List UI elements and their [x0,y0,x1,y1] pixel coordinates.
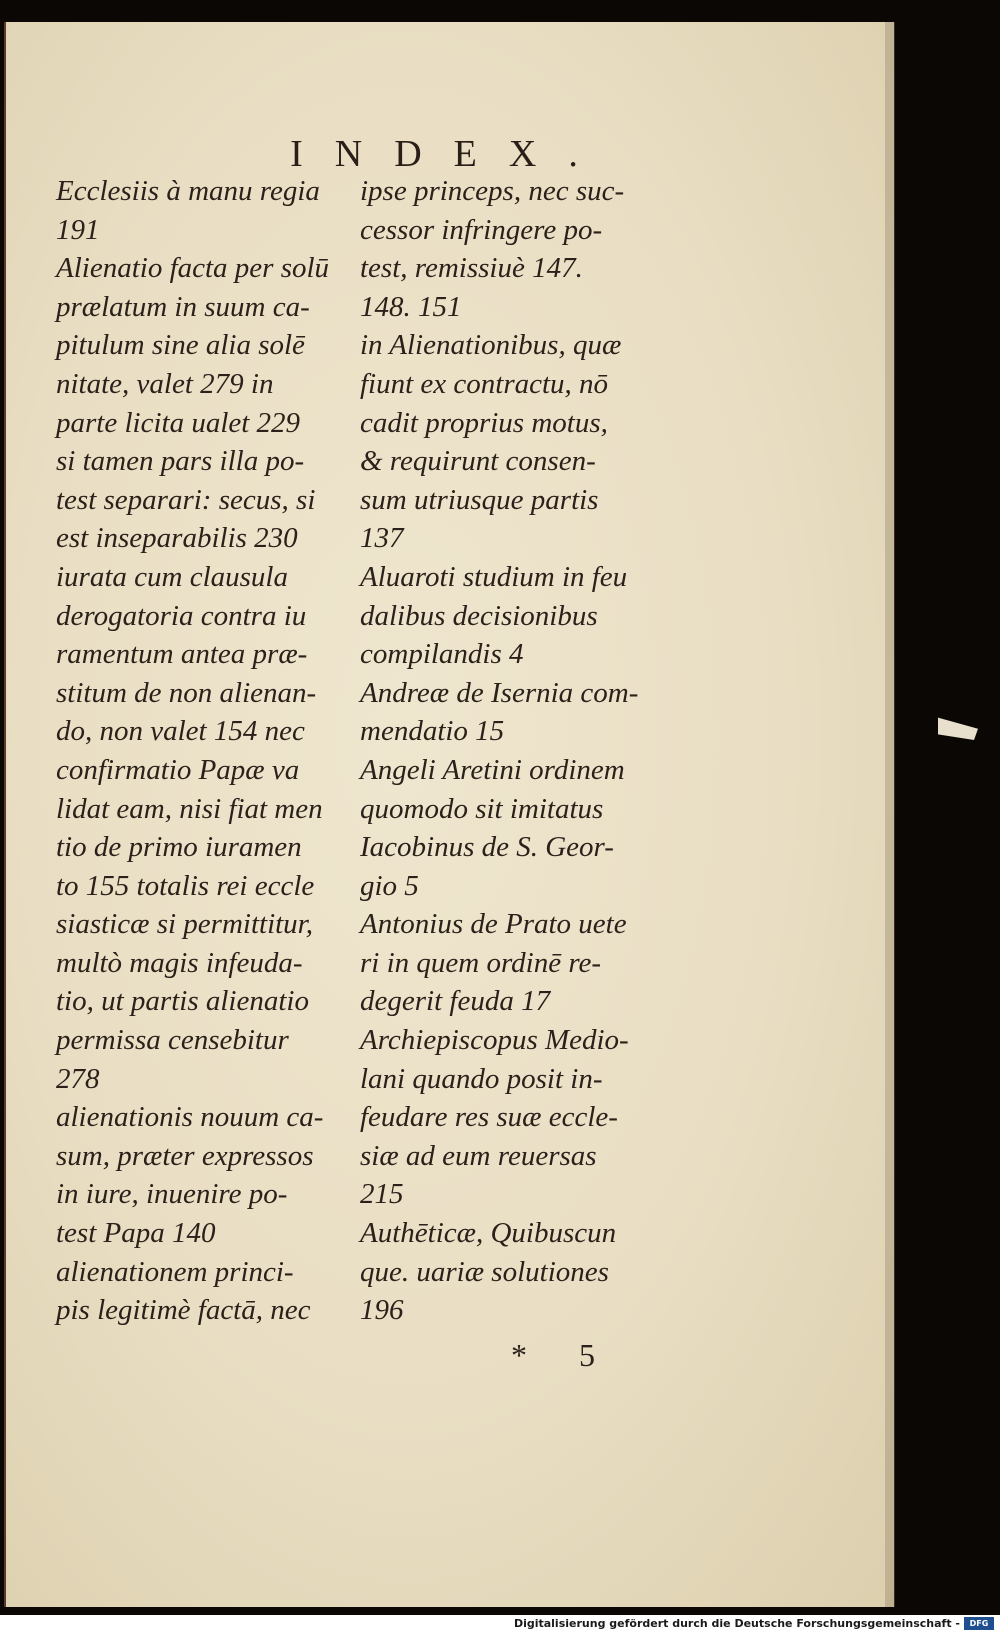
index-line: & requirunt consen- [360,445,596,478]
index-line: Alienatio facta per solū [56,252,330,285]
page-header: INDEX. [290,133,610,175]
index-line: pis legitimè factā, nec [56,1294,311,1327]
index-line: stitum de non alienan- [56,676,317,709]
index-line: in Alienationibus, quæ [360,329,622,362]
index-line: test Papa 140 [56,1217,216,1250]
index-line: alienationis nouum ca- [56,1101,324,1134]
index-line: Ecclesiis à manu regia [56,175,320,207]
index-line: iurata cum clausula [56,560,288,593]
index-line: Aluaroti studium in feu [360,560,628,593]
index-line: 148. 151 [360,290,462,323]
index-line: cessor infringere po- [360,213,603,246]
index-line: test, remissiuè 147. [360,252,583,285]
index-column-right [360,172,660,1330]
index-line: to 155 totalis rei eccle [56,869,315,902]
dfg-logo: DFG [964,1617,994,1630]
index-line: nitate, valet 279 in [56,367,274,400]
index-line: prælatum in suum ca- [56,290,310,323]
index-line: degerit feuda 17 [360,985,551,1018]
index-line: Authēticæ, Quibuscun [360,1217,617,1250]
index-line: sum utriusque partis [360,483,599,516]
index-line: feudare res suæ eccle- [360,1101,618,1134]
index-line: 137 [360,522,404,555]
index-line: derogatoria contra iu [56,599,307,632]
index-line: quomodo sit imitatus [360,792,604,825]
index-line: Angeli Aretini ordinem [360,753,625,786]
index-line: mendatio 15 [360,715,505,748]
index-line: in iure, inuenire po- [56,1178,288,1211]
index-line: pitulum sine alia solē [56,329,305,362]
index-line: siasticæ si permittitur, [56,908,314,941]
index-line: 278 [56,1062,100,1095]
index-line: siæ ad eum reuersas [360,1139,597,1172]
index-line: est inseparabilis 230 [56,522,298,555]
catchword: * 5 [511,1337,617,1373]
index-line: permissa censebitur [56,1024,289,1057]
index-line: parte licita ualet 229 [56,406,301,439]
index-line: Andreæ de Isernia com- [360,676,639,709]
index-line: multò magis infeuda- [56,946,303,979]
index-line: Archiepiscopus Medio- [360,1024,629,1057]
footer-credit: Digitalisierung gefördert durch die Deutsche Forschungsgemeinschaft - [513,1617,960,1630]
book-page [4,22,894,1607]
index-line: tio de primo iuramen [56,831,302,864]
index-line: lani quando posit in- [360,1062,603,1095]
index-line: alienationem princi- [56,1255,294,1288]
index-line: do, non valet 154 nec [56,715,305,748]
index-line: tio, ut partis alienatio [56,985,309,1018]
index-line: test separari: secus, si [56,483,316,516]
index-line: confirmatio Papæ va [56,753,300,786]
index-line: ri in quem ordinē re- [360,946,602,979]
index-line: sum, præter expressos [56,1139,314,1172]
index-line: fiunt ex contractu, nō [360,367,609,400]
digitization-footer [0,1615,1000,1634]
index-line: ramentum antea præ- [56,638,308,671]
page-edge-shadow [885,22,895,1607]
index-line: gio 5 [360,869,419,902]
index-line: Antonius de Prato uete [360,908,627,941]
index-line: si tamen pars illa po- [56,445,305,478]
index-line: lidat eam, nisi fiat men [56,792,323,825]
paper-tab [938,712,978,740]
index-line: 191 [56,213,100,246]
index-column-left [56,172,346,1330]
index-line: 215 [360,1178,404,1211]
index-line: Iacobinus de S. Geor- [360,831,614,864]
index-line: dalibus decisionibus [360,599,598,632]
index-line: compilandis 4 [360,638,524,671]
index-line: 196 [360,1294,404,1327]
index-line: cadit proprius motus, [360,406,608,439]
index-line: que. uariæ solutiones [360,1255,609,1288]
index-line: ipse princeps, nec suc- [360,175,625,207]
